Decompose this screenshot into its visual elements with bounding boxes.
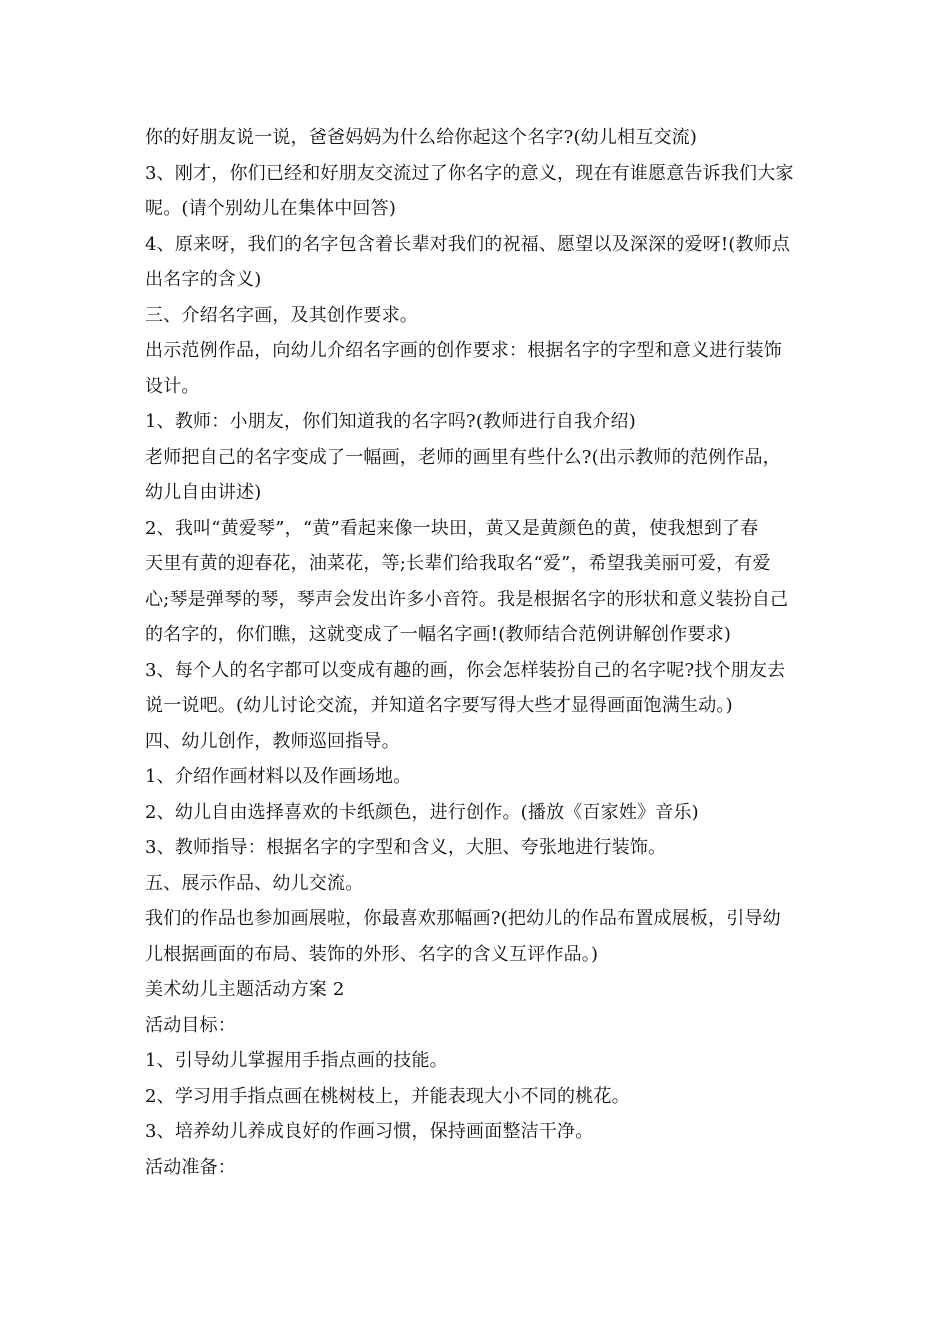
text-line: 设计。 xyxy=(145,375,200,397)
document-title: 美术幼儿主题活动方案 2 xyxy=(145,979,345,1000)
text-line: 3、培养幼儿养成良好的作画习惯，保持画面整洁干净。 xyxy=(145,1121,594,1142)
text-line: 1、引导幼儿掌握用手指点画的技能。 xyxy=(145,1050,448,1071)
text-line: 3、教师指导：根据名字的字型和含义，大胆、夸张地进行装饰。 xyxy=(145,837,667,858)
text-line: 说一说吧。(幼儿讨论交流，并知道名字要写得大些才显得画面饱满生动。) xyxy=(145,695,733,716)
text-line: 3、每个人的名字都可以变成有趣的画，你会怎样装扮自己的名字呢?找个朋友去 xyxy=(145,659,786,681)
section-heading: 五、展示作品、幼儿交流。 xyxy=(145,872,364,894)
document-body xyxy=(145,120,815,1185)
text-line: 儿根据画面的布局、装饰的外形、名字的含义互评作品。) xyxy=(145,943,599,965)
subheading: 活动准备： xyxy=(145,1156,236,1178)
text-line: 心;琴是弹琴的琴，琴声会发出许多小音符。我是根据名字的形状和意义装扮自己 xyxy=(145,588,789,610)
text-line: 4、原来呀，我们的名字包含着长辈对我们的祝福、愿望以及深深的爱呀!(教师点 xyxy=(145,233,791,255)
section-heading: 三、介绍名字画，及其创作要求。 xyxy=(145,304,418,326)
text-line: 我们的作品也参加画展啦，你最喜欢那幅画?(把幼儿的作品布置成展板，引导幼 xyxy=(145,908,781,929)
text-line: 老师把自己的名字变成了一幅画，老师的画里有些什么?(出示教师的范例作品， xyxy=(145,446,781,468)
text-line: 出名字的含义) xyxy=(145,269,262,290)
text-line: 2、我叫“黄爱琴”，“黄”看起来像一块田，黄又是黄颜色的黄，使我想到了春 xyxy=(145,517,759,539)
section-heading: 四、幼儿创作，教师巡回指导。 xyxy=(145,730,400,752)
text-line: 你的好朋友说一说，爸爸妈妈为什么给你起这个名字?(幼儿相互交流) xyxy=(145,127,698,148)
text-line: 呢。(请个别幼儿在集体中回答) xyxy=(145,198,397,219)
text-line: 2、幼儿自由选择喜欢的卡纸颜色，进行创作。(播放《百家姓》音乐) xyxy=(145,801,699,823)
text-line: 出示范例作品，向幼儿介绍名字画的创作要求：根据名字的字型和意义进行装饰 xyxy=(145,340,782,361)
subheading: 活动目标： xyxy=(145,1014,236,1036)
text-line: 的名字的，你们瞧，这就变成了一幅名字画!(教师结合范例讲解创作要求) xyxy=(145,624,732,645)
text-line: 1、介绍作画材料以及作画场地。 xyxy=(145,766,412,787)
text-line: 2、学习用手指点画在桃树枝上，并能表现大小不同的桃花。 xyxy=(145,1085,630,1107)
text-line: 天里有黄的迎春花，油菜花，等;长辈们给我取名“爱”，希望我美丽可爱，有爱 xyxy=(145,553,771,574)
text-line: 3、刚才，你们已经和好朋友交流过了你名字的意义，现在有谁愿意告诉我们大家 xyxy=(145,162,794,184)
text-line: 幼儿自由讲述) xyxy=(145,482,262,503)
text-line: 1、教师：小朋友，你们知道我的名字吗?(教师进行自我介绍) xyxy=(145,411,636,432)
